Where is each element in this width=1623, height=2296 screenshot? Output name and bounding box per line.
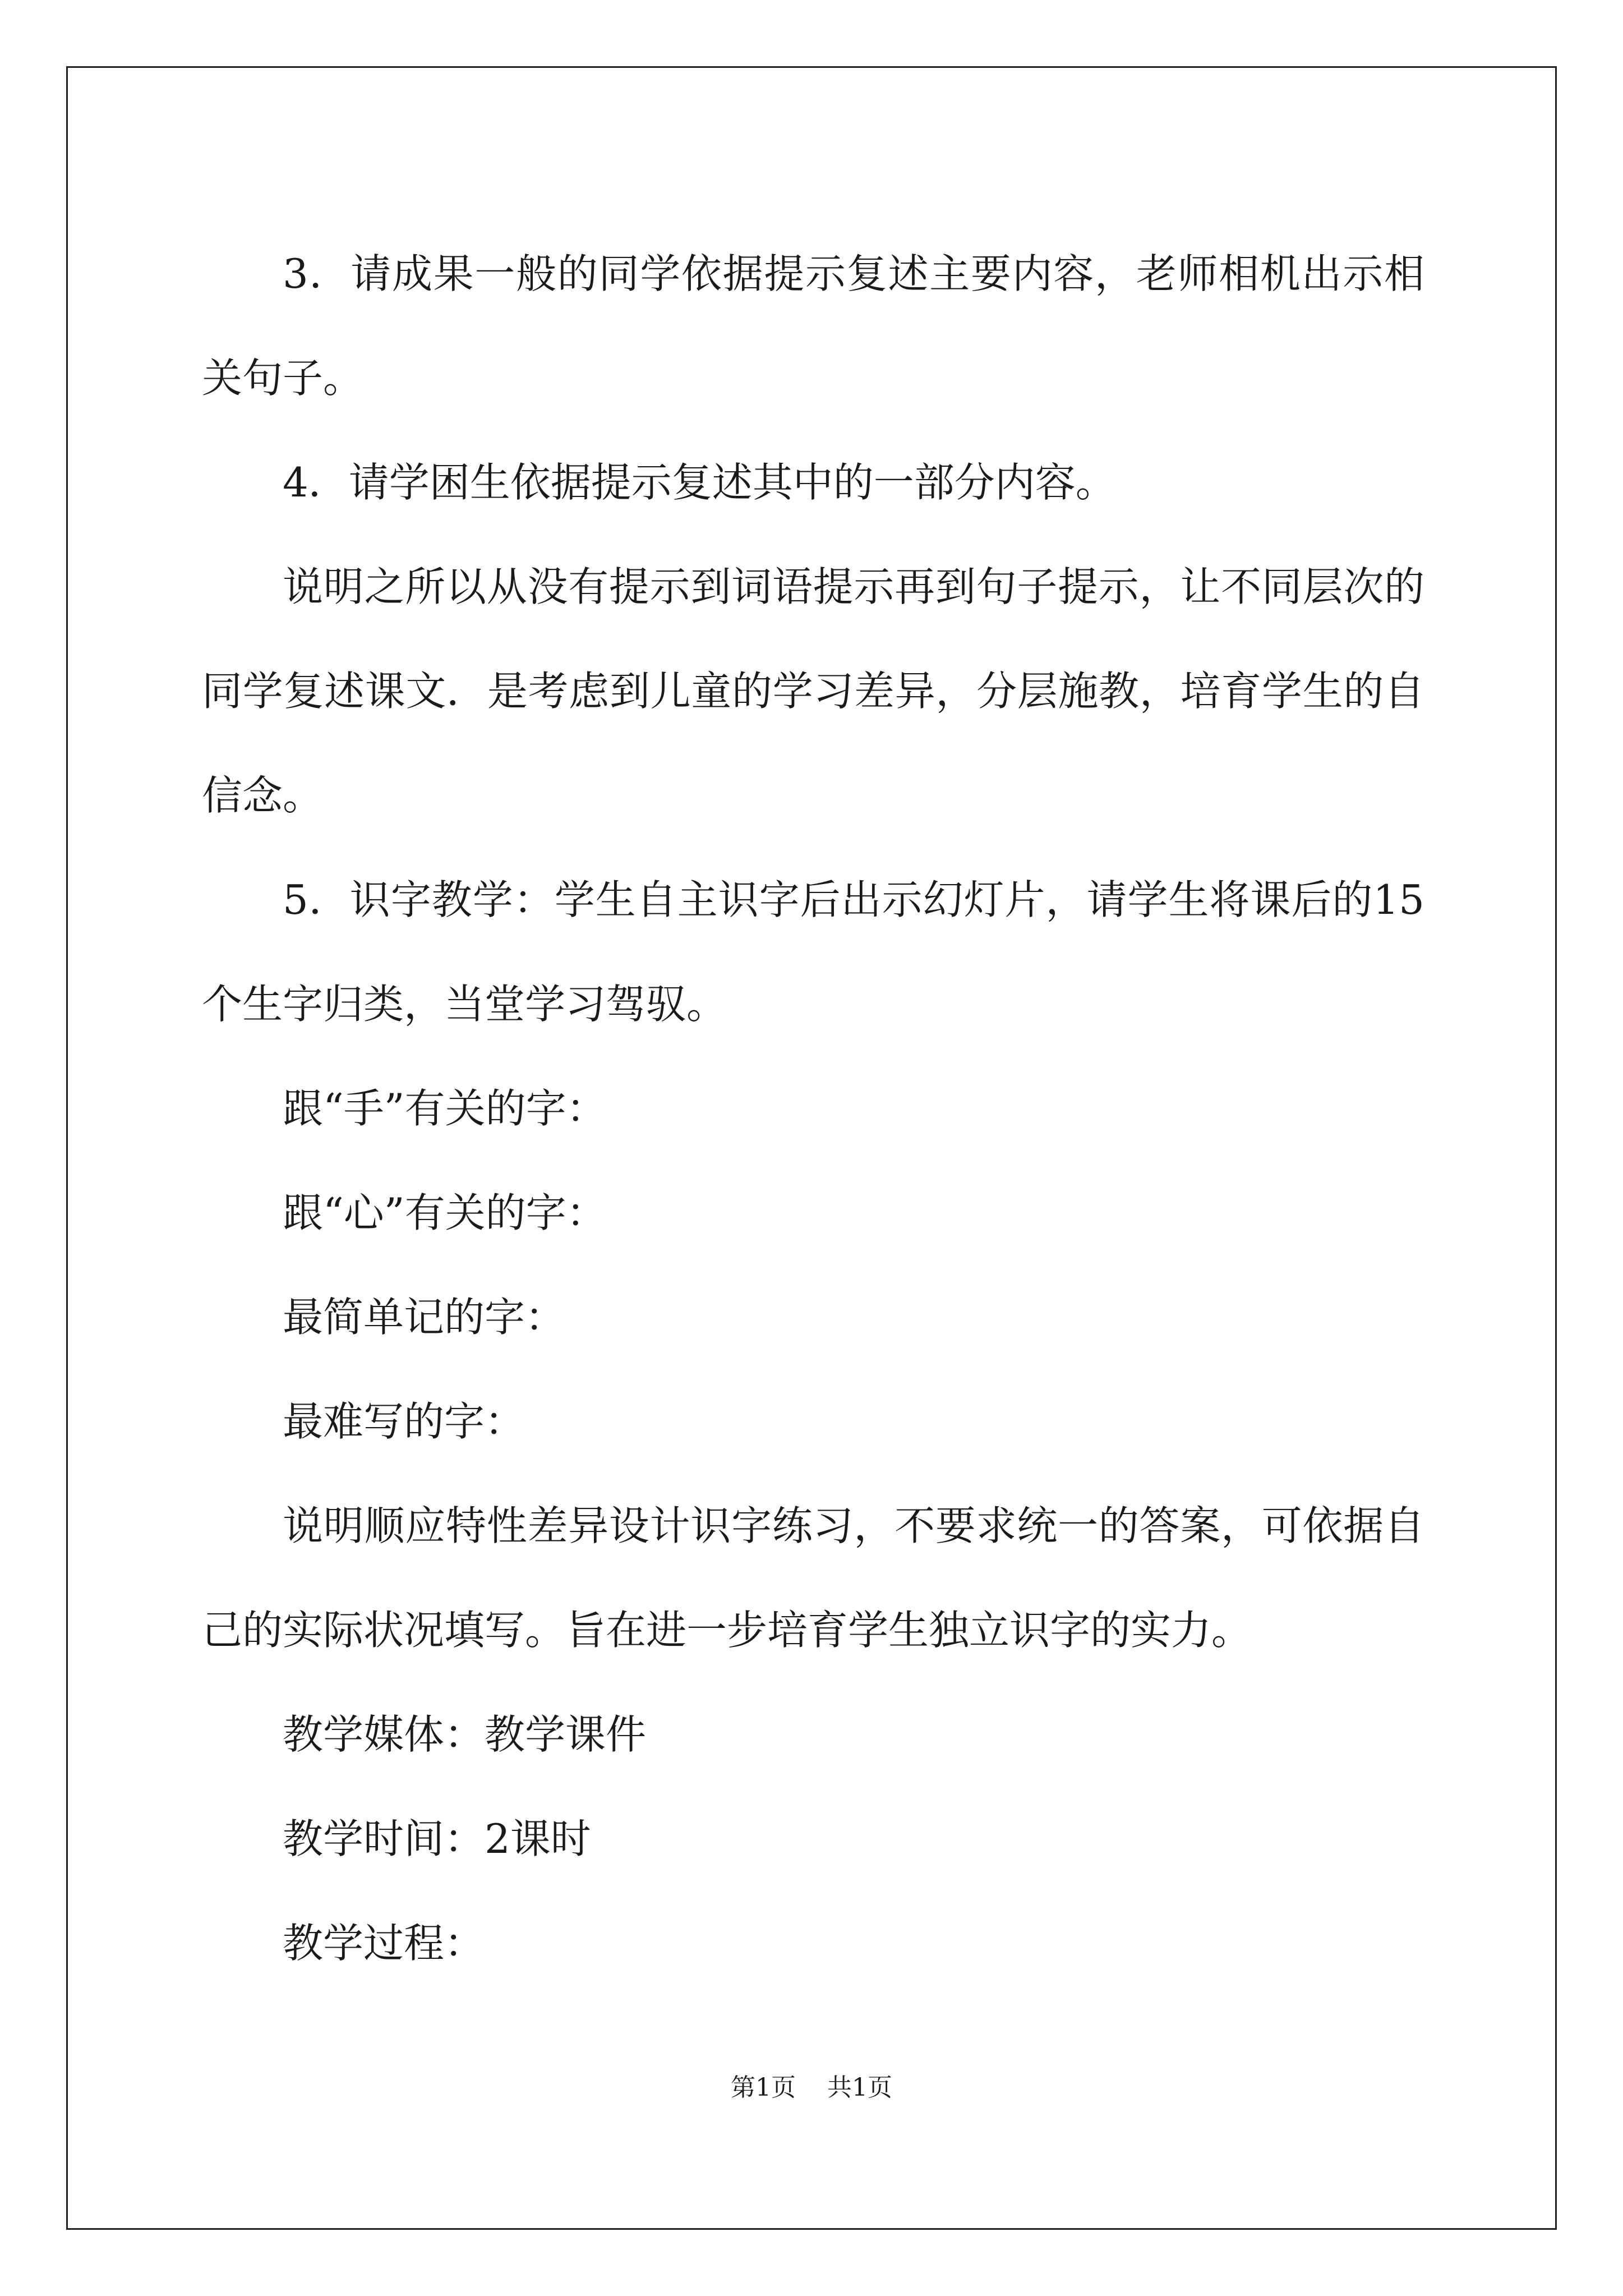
paragraph: 4．请学困生依据提示复述其中的一部分内容。 — [283, 459, 1116, 506]
paragraph: 教学时间：2课时 — [283, 1815, 591, 1862]
paragraph: 说明之所以从没有提示到词语提示再到句子提示，让不同层次的同学复述课文．是考虑到儿童的学习差异，分层施教，培育学生的自信念。 — [202, 563, 1424, 819]
paragraph: 3．请成果一般的同学依据提示复述主要内容，老师相机出示相关句子。 — [202, 250, 1424, 402]
document-body — [202, 222, 1424, 1995]
paragraph: 最简单记的字： — [283, 1294, 566, 1341]
page-number: 第1页 — [731, 2073, 796, 2102]
paragraph: 说明顺应特性差异设计识字练习，不要求统一的答案，可依据自己的实际状况填写。旨在进一步培育学生独立识字的实力。 — [202, 1502, 1424, 1654]
paragraph: 5．识字教学：学生自主识字后出示幻灯片，请学生将课后的15个生字归类，当堂学习驾驭。 — [202, 876, 1424, 1028]
paragraph: 教学过程： — [283, 1920, 485, 1967]
paragraph: 教学媒体：教学课件 — [283, 1711, 647, 1758]
page-footer — [0, 2067, 1623, 2103]
paragraph: 跟“手”有关的字： — [283, 1085, 607, 1132]
page-total: 共1页 — [827, 2073, 892, 2102]
paragraph: 跟“心”有关的字： — [283, 1189, 607, 1236]
paragraph: 最难写的字： — [283, 1398, 525, 1445]
